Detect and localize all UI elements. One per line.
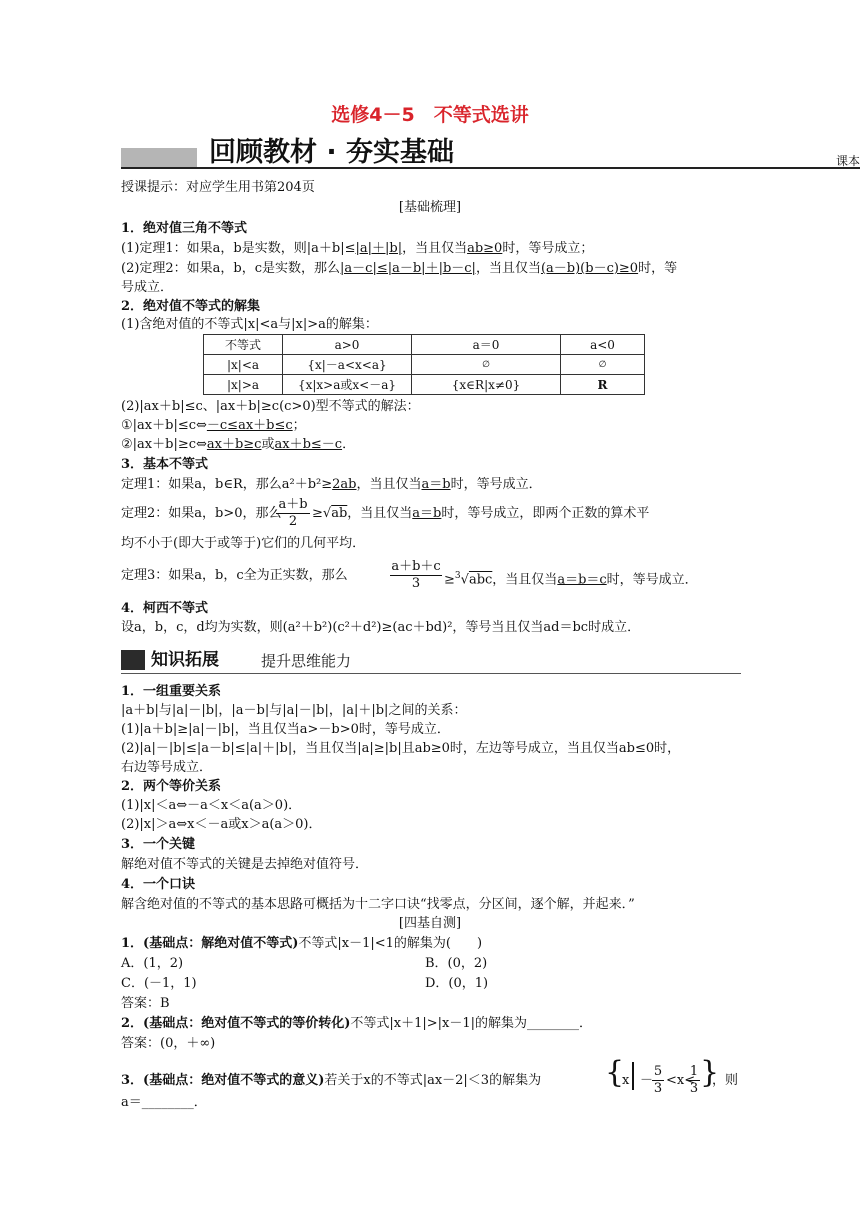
fraction-denominator: 3 bbox=[653, 1081, 663, 1096]
set-minus: － bbox=[640, 1073, 654, 1088]
theorem-1-line bbox=[121, 240, 593, 258]
case-1-suffix: ； bbox=[292, 418, 306, 433]
question-3-tail: ，则 bbox=[712, 1073, 739, 1088]
question-3 bbox=[121, 1072, 541, 1090]
basic-theorem-2-prefix: 定理2：如果a，b>0，那么 bbox=[121, 506, 282, 521]
theorem-2-suffix: 时，等 bbox=[638, 261, 678, 276]
case-1-blank: －c≤ax＋b≤c bbox=[206, 418, 293, 433]
basic-theorem-1-prefix: 定理1：如果a，b∈R，那么a²＋b²≥ bbox=[121, 477, 333, 492]
theorem-2-continuation: 号成立． bbox=[121, 280, 174, 295]
theorem-2-line bbox=[121, 260, 677, 278]
table-header-row bbox=[204, 335, 645, 355]
heading-abs-triangle: 1．绝对值三角不等式 bbox=[121, 221, 248, 236]
question-1-tag: 1．(基础点：解绝对值不等式) bbox=[121, 936, 299, 951]
set-inequality: <x< bbox=[666, 1073, 696, 1088]
option-a: A．(1，2) bbox=[121, 956, 184, 971]
heading-important-relations: 1．一组重要关系 bbox=[121, 684, 222, 699]
fraction-numerator: 1 bbox=[689, 1064, 699, 1079]
question-3-blank: a＝________． bbox=[121, 1095, 207, 1110]
left-brace-icon: { bbox=[605, 1055, 625, 1090]
right-brace-icon: } bbox=[700, 1055, 720, 1090]
case-2-suffix: ． bbox=[342, 437, 356, 452]
basic-theorem-1-mid: ，当且仅当 bbox=[356, 477, 422, 492]
abs-solution-intro: (1)含绝对值的不等式|x|<a与|x|>a的解集： bbox=[121, 317, 378, 332]
theorem-1-blank-1: |a|＋|b| bbox=[355, 241, 403, 256]
table-cell: {x|－a<x<a} bbox=[283, 355, 412, 375]
case-2-prefix: ②|ax＋b|≥c⇔ bbox=[121, 437, 207, 452]
mnemonic-text: 解含绝对值的不等式的基本思路可概括为十二字口诀“找零点，分区间，逐个解，并起来．” bbox=[121, 897, 635, 912]
sqrt-radicand: ab bbox=[331, 506, 348, 521]
basic-theorem-2-continuation: 均不小于(即大于或等于)它们的几何平均． bbox=[121, 536, 366, 551]
banner-grey-block bbox=[121, 148, 197, 167]
table-row bbox=[204, 355, 645, 375]
table-cell: R bbox=[561, 375, 645, 395]
heading-basic-inequality: 3．基本不等式 bbox=[121, 457, 209, 472]
section-label-basics: [基础梳理] bbox=[398, 200, 462, 215]
section-label-selftest: [四基自测] bbox=[398, 916, 462, 931]
table-row bbox=[204, 375, 645, 395]
basic-theorem-2-mid: ，当且仅当 bbox=[347, 506, 413, 521]
heading-key: 3．一个关键 bbox=[121, 837, 196, 852]
table-cell: {x∈R|x≠0} bbox=[412, 375, 561, 395]
expansion-subtitle: 提升思维能力 bbox=[261, 652, 352, 670]
set-variable: x bbox=[622, 1073, 630, 1088]
basic-theorem-3-blank: a＝b＝c bbox=[557, 572, 607, 588]
relation-2: (2)|a|－|b|≤|a－b|≤|a|＋|b|，当且仅当|a|≥|b|且ab≥0时，左边等号成立，当且仅当ab≤0时， bbox=[121, 741, 681, 756]
theorem-1-blank-2: ab≥0 bbox=[467, 241, 503, 256]
table-cell: ∅ bbox=[561, 355, 645, 375]
fraction-denominator: 3 bbox=[689, 1081, 699, 1096]
question-1 bbox=[121, 935, 482, 953]
equivalence-2: (2)|x|＞a⇔x＜－a或x＞a(a＞0)． bbox=[121, 817, 322, 832]
cube-root-index: 3 bbox=[454, 571, 461, 581]
theorem-1-prefix: (1)定理1：如果a，b是实数，则|a＋b|≤ bbox=[121, 241, 356, 256]
theorem-1-suffix: 时，等号成立； bbox=[502, 241, 594, 256]
case-2-blank-1: ax＋b≥c bbox=[206, 437, 262, 452]
expansion-banner bbox=[121, 648, 371, 672]
fraction-5-over-3 bbox=[652, 1064, 664, 1097]
theorem-2-blank-1: |a－c|≤|a－b|＋|b－c| bbox=[340, 261, 476, 276]
option-d: D．(0，1) bbox=[425, 976, 489, 991]
table-header-cell: a＝0 bbox=[412, 335, 561, 355]
corner-label: 课本 bbox=[836, 154, 860, 168]
relation-1: (1)|a＋b|≥|a|－|b|，当且仅当a>－b>0时，等号成立． bbox=[121, 722, 450, 737]
option-b: B．(0，2) bbox=[425, 956, 488, 971]
linear-abs-case-2 bbox=[121, 436, 355, 454]
linear-abs-intro: (2)|ax＋b|≤c、|ax＋b|≥c(c>0)型不等式的解法： bbox=[121, 399, 420, 414]
ge-sign: ≥ bbox=[312, 506, 323, 521]
fraction-denominator: 3 bbox=[390, 575, 442, 592]
basic-theorem-3-mid: ，当且仅当 bbox=[492, 572, 558, 588]
answer-1: 答案：B bbox=[121, 996, 170, 1011]
table-cell: |x|<a bbox=[204, 355, 283, 375]
linear-abs-case-1 bbox=[121, 417, 306, 435]
expansion-banner-block bbox=[121, 650, 145, 670]
theorem-2-mid: ，当且仅当 bbox=[475, 261, 541, 276]
basic-theorem-1-suffix: 时，等号成立． bbox=[450, 477, 542, 492]
expansion-title: 知识拓展 bbox=[151, 650, 219, 670]
case-2-blank-2: ax＋b≤－c bbox=[274, 437, 343, 452]
cauchy-inequality: 设a，b，c，d均为实数，则(a²＋b²)(c²＋d²)≥(ac＋bd)²，等号当且仅当ad＝bc时成立． bbox=[121, 620, 641, 635]
table-cell: |x|>a bbox=[204, 375, 283, 395]
question-3-tag: 3．(基础点：绝对值不等式的意义) bbox=[121, 1073, 325, 1088]
key-text: 解绝对值不等式的关键是去掉绝对值符号． bbox=[121, 857, 369, 872]
basic-theorem-2-blank: a＝b bbox=[412, 506, 442, 521]
table-header-cell: a<0 bbox=[561, 335, 645, 355]
fraction-numerator: a＋b bbox=[278, 497, 308, 512]
basic-theorem-2-tail bbox=[312, 505, 649, 523]
sqrt-icon: √ bbox=[322, 506, 332, 521]
answer-2: 答案：(0，＋∞) bbox=[121, 1036, 216, 1051]
table-header-cell: a>0 bbox=[283, 335, 412, 355]
option-c: C．(－1，1) bbox=[121, 976, 197, 991]
fraction-a-plus-b-over-2 bbox=[276, 497, 310, 530]
question-2-tag: 2．(基础点：绝对值不等式的等价转化) bbox=[121, 1016, 351, 1031]
question-3-text: 若关于x的不等式|ax－2|＜3的解集为 bbox=[324, 1073, 542, 1088]
question-2 bbox=[121, 1015, 592, 1033]
basic-theorem-3-prefix: 定理3：如果a，b，c全为正实数，那么 bbox=[121, 568, 348, 583]
expansion-rule bbox=[121, 673, 741, 674]
fraction-a-plus-b-plus-c-over-3 bbox=[390, 559, 442, 592]
relation-2-continuation: 右边等号成立． bbox=[121, 760, 213, 775]
case-2-mid: 或 bbox=[261, 437, 275, 452]
relations-intro: |a＋b|与|a|－|b|，|a－b|与|a|－|b|，|a|＋|b|之间的关系： bbox=[121, 703, 467, 718]
question-2-text: 不等式|x＋1|>|x－1|的解集为________． bbox=[350, 1016, 592, 1031]
cube-root-radicand: abc bbox=[468, 572, 493, 588]
heading-cauchy: 4．柯西不等式 bbox=[121, 601, 209, 616]
question-1-text: 不等式|x－1|<1的解集为( ) bbox=[298, 936, 483, 951]
fraction-1-over-3 bbox=[688, 1064, 700, 1097]
chapter-title: 选修4－5 不等式选讲 bbox=[331, 104, 529, 126]
table-header-cell: 不等式 bbox=[204, 335, 283, 355]
basic-theorem-2-suffix: 时，等号成立，即两个正数的算术平 bbox=[441, 506, 650, 521]
basic-theorem-1-blank-2: a＝b bbox=[421, 477, 451, 492]
theorem-2-prefix: (2)定理2：如果a，b，c是实数，那么 bbox=[121, 261, 341, 276]
case-1-prefix: ①|ax＋b|≤c⇔ bbox=[121, 418, 207, 433]
heading-equivalences: 2．两个等价关系 bbox=[121, 779, 222, 794]
theorem-1-mid: ，当且仅当 bbox=[402, 241, 468, 256]
banner-title: 回顾教材 · 夯实基础 bbox=[209, 137, 455, 168]
ge-sign: ≥ bbox=[444, 572, 455, 588]
basic-theorem-1-blank-1: 2ab bbox=[332, 477, 357, 492]
cube-root-icon: √ bbox=[460, 572, 469, 588]
equivalence-1: (1)|x|＜a⇔－a＜x＜a(a＞0)． bbox=[121, 798, 302, 813]
fraction-numerator: a＋b＋c bbox=[391, 559, 441, 574]
basic-theorem-1 bbox=[121, 476, 542, 494]
table-cell: {x|x>a或x<－a} bbox=[283, 375, 412, 395]
heading-abs-solution: 2．绝对值不等式的解集 bbox=[121, 299, 261, 314]
basic-theorem-3-tail bbox=[444, 567, 698, 589]
theorem-2-blank-2: (a－b)(b－c)≥0 bbox=[540, 261, 639, 276]
fraction-numerator: 5 bbox=[653, 1064, 663, 1079]
basic-theorem-3-suffix: 时，等号成立． bbox=[606, 572, 698, 588]
fraction-denominator: 2 bbox=[276, 513, 310, 530]
heading-mnemonic: 4．一个口诀 bbox=[121, 877, 196, 892]
solution-set-table bbox=[203, 334, 645, 395]
table-cell: ∅ bbox=[412, 355, 561, 375]
set-divider bbox=[632, 1062, 634, 1090]
teaching-tip: 授课提示：对应学生用书第204页 bbox=[121, 180, 315, 195]
